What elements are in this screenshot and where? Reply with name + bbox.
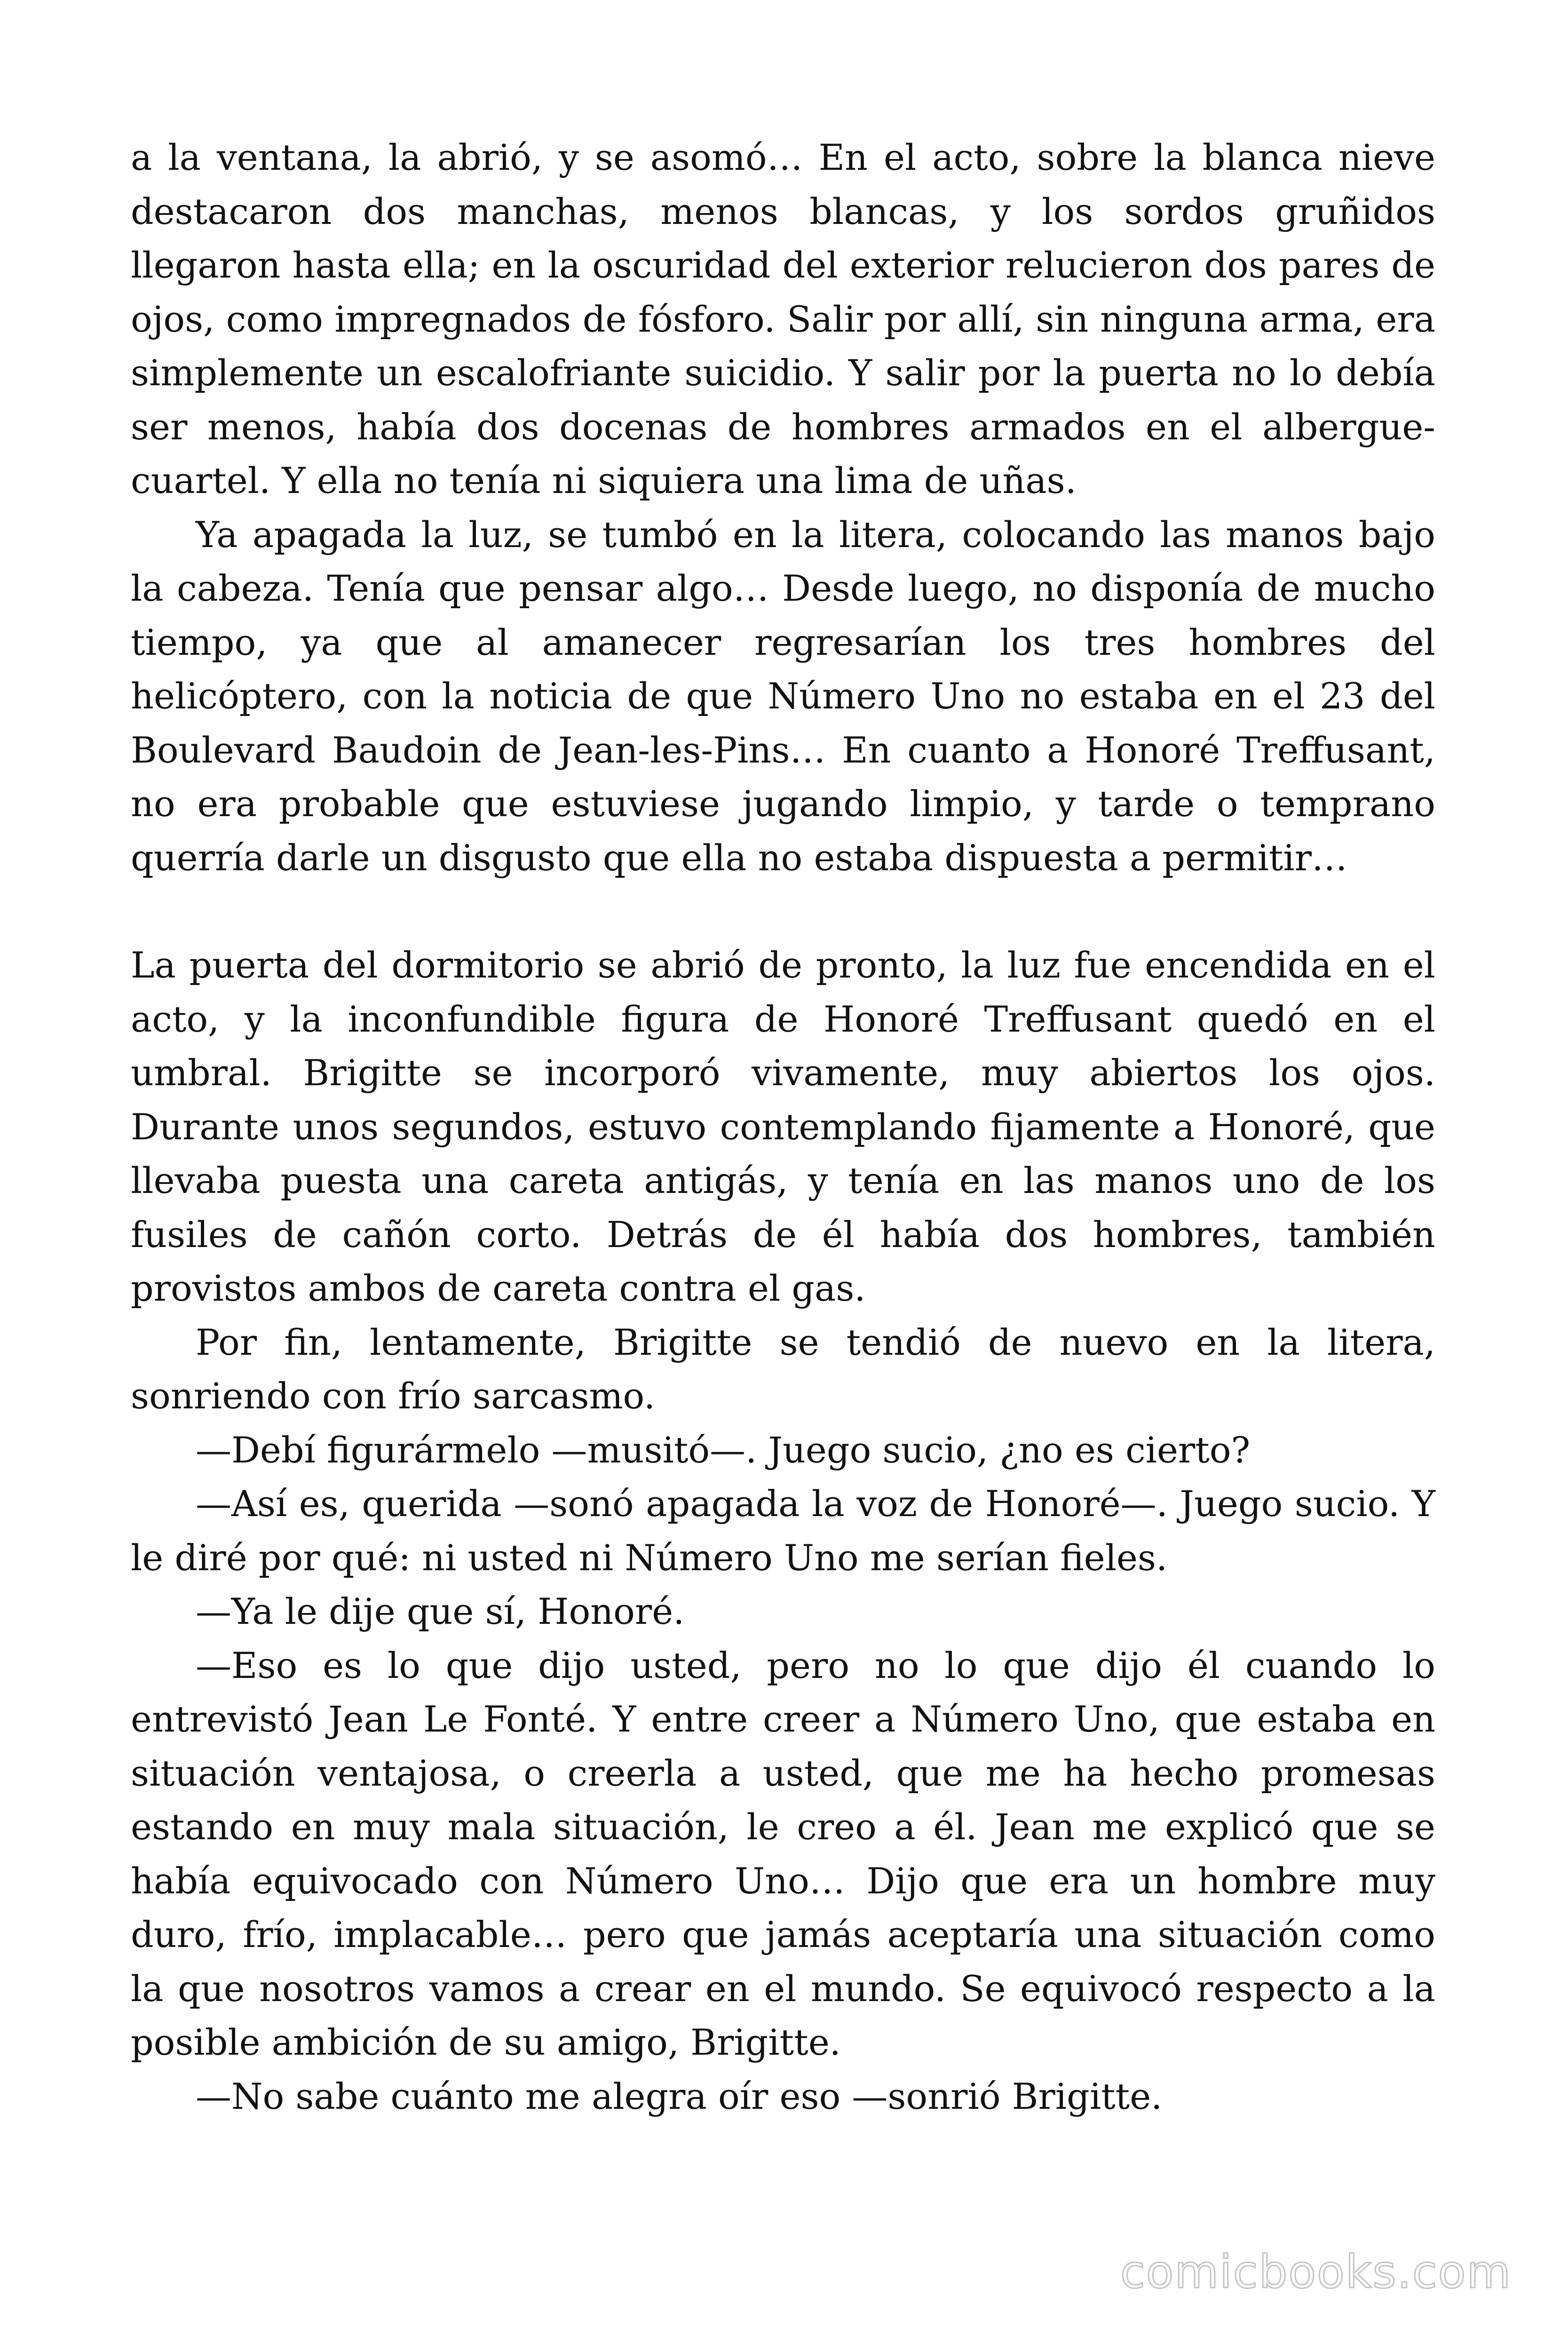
dialogue-line-1: —Debí figurármelo —musitó—. Juego sucio, ¿no es cierto?	[196, 1429, 1251, 1471]
paragraph-2: Ya apagada la luz, se tumbó en la litera, colocando las manos bajo la cabeza. Tenía que pensar algo… Desde luego, no disponía de mucho tiempo, ya que al amanecer regresarían los tres hombres del helicóptero, con la noticia de que Número Uno no estaba en el 23 del Boulevard Baudoin de Jean-les-Pins… En cuanto a Honoré Treffusant, no era probable que estuviese jugando limpio, y tarde o temprano querría darle un disgusto que ella no estaba dispuesta a permitir…	[131, 513, 1435, 879]
paragraph-3: La puerta del dormitorio se abrió de pronto, la luz fue encendida en el acto, y la inconfundible figura de Honoré Treffusant quedó en el umbral. Brigitte se incorporó vivamente, muy abiertos los ojos. Durante unos segundos, estuvo contemplando fijamente a Honoré, que llevaba puesta una careta antigás, y tenía en las manos uno de los fusiles de cañón corto. Detrás de él había dos hombres, también provistos ambos de careta contra el gas.	[131, 944, 1435, 1309]
dialogue-line-4: —Eso es lo que dijo usted, pero no lo que dijo él cuando lo entrevistó Jean Le Fonté. Y entre creer a Número Uno, que estaba en situación ventajosa, o creerla a usted, que me ha hecho promesas estando en muy mala situación, le creo a él. Jean me explicó que se había equivocado con Número Uno… Dijo que era un hombre muy duro, frío, implacable… pero que jamás aceptaría una situación como la que nosotros vamos a crear en el mundo. Se equivocó respecto a la posible ambición de su amigo, Brigitte.	[131, 1644, 1435, 2063]
paragraph-1: a la ventana, la abrió, y se asomó… En el acto, sobre la blanca nieve destacaron dos manchas, menos blancas, y los sordos gruñidos llegaron hasta ella; en la oscuridad del exterior relucieron dos pares de ojos, como impregnados de fósforo. Salir por allí, sin ninguna arma, era simplemente un escalofriante suicidio. Y salir por la puerta no lo debía ser menos, había dos docenas de hombres armados en el albergue-cuartel. Y ella no tenía ni siquiera una lima de uñas.	[131, 136, 1435, 501]
page-body	[131, 131, 1435, 2123]
dialogue-line-5: —No sabe cuánto me alegra oír eso —sonrió Brigitte.	[196, 2075, 1163, 2117]
watermark-text: comicbooks.com	[1120, 2246, 1512, 2298]
dialogue-line-3: —Ya le dije que sí, Honoré.	[196, 1590, 685, 1632]
paragraph-4: Por fin, lentamente, Brigitte se tendió de nuevo en la litera, sonriendo con frío sarcasmo.	[131, 1321, 1435, 1417]
dialogue-line-2: —Así es, querida —sonó apagada la voz de Honoré—. Juego sucio. Y le diré por qué: ni usted ni Número Uno me serían fieles.	[131, 1483, 1435, 1579]
